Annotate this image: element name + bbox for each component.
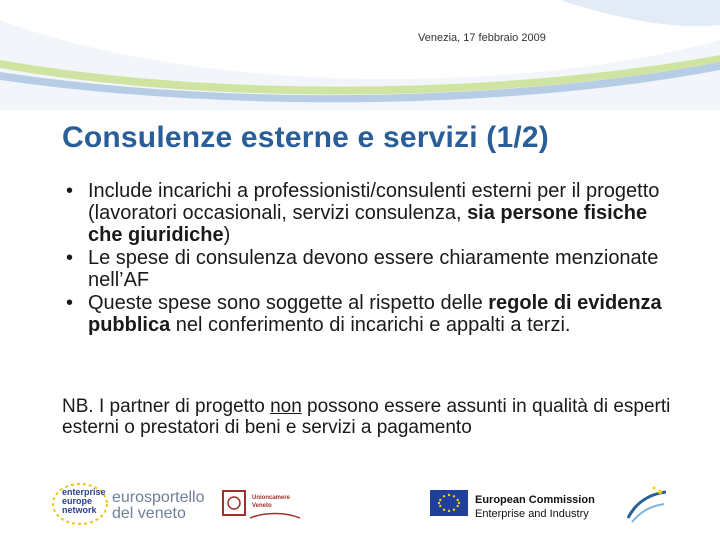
een-logo: enterprise europe network [62, 487, 106, 515]
bullet-item: • Queste spese sono soggette al rispetto delle regole di evidenza pubblica nel conferimento di incarichi e appalti a terzi. [66, 292, 662, 336]
eu-flag-icon [430, 490, 468, 516]
nb-note: NB. I partner di progetto non possono essere assunti in qualità di esperti esterni o prestatori di beni e servizi a pagamento [62, 396, 671, 438]
header-wave-band [0, 0, 720, 110]
bullet-list [62, 180, 682, 337]
header-date: Venezia, 17 febbraio 2009 [418, 32, 546, 44]
ec-label: European Commission Enterprise and Industry [475, 494, 595, 520]
eurosportello-logo: eurosportello del veneto [112, 489, 205, 522]
note-underlined: non [270, 396, 302, 417]
footer [0, 478, 720, 540]
cip-logo-icon [622, 484, 670, 528]
bullet-item: • Include incarichi a professionisti/consulenti esterni per il progetto (lavoratori occasionali, servizi consulenza, sia persone fisiche che giuridiche) [66, 180, 660, 246]
slide-title: Consulenze esterne e servizi (1/2) [62, 121, 549, 154]
bullet-item: • Le spese di consulenza devono essere chiaramente menzionate nell’AF [66, 247, 659, 291]
unioncamere-logo: Unioncamere Veneto [252, 495, 291, 509]
bullet-marker: • [66, 247, 74, 269]
bullet-marker: • [66, 180, 74, 202]
unioncamere-emblem-icon [222, 490, 246, 516]
bullet-marker: • [66, 292, 74, 314]
unioncamere-swoosh [250, 512, 300, 522]
